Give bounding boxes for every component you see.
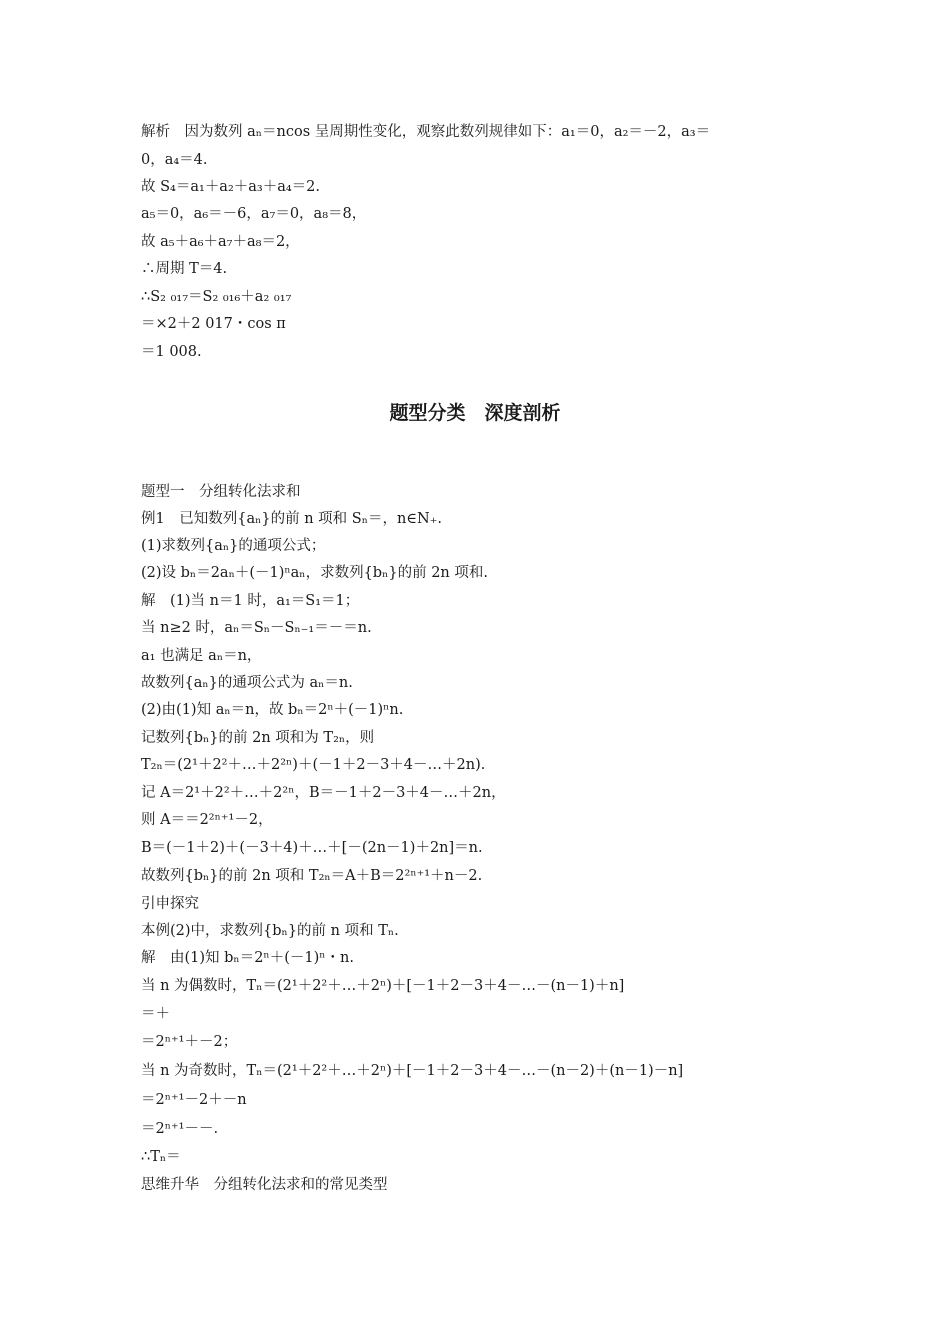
text-line: 引申探究 [141,896,199,912]
text-line: 解 (1)当 n＝1 时，a₁＝S₁＝1； [141,593,360,609]
text-line: 则 A＝＝2²ⁿ⁺¹－2， [141,812,273,828]
text-line: 思维升华 分组转化法求和的常见类型 [141,1177,388,1193]
solution-analysis-line: ＝×2＋2 017・cos π [141,316,286,332]
text-line: ＝2ⁿ⁺¹－－. [141,1121,219,1137]
text-line: 记 A＝2¹＋2²＋…＋2²ⁿ，B＝－1＋2－3＋4－…＋2n， [141,785,506,801]
solution-analysis-line: ＝1 008. [141,344,202,360]
section-heading: 题型分类 深度剖析 [389,402,561,424]
text-line: 故数列{bₙ}的前 2n 项和 T₂ₙ＝A＋B＝2²ⁿ⁺¹＋n－2. [141,868,483,884]
text-line: (2)由(1)知 aₙ＝n，故 bₙ＝2ⁿ＋(－1)ⁿn. [141,702,404,718]
solution-analysis-line: 0，a₄＝4. [141,152,208,168]
text-line: ＝2ⁿ⁺¹－2＋－n [141,1092,247,1108]
text-line: (2)设 bₙ＝2aₙ＋(－1)ⁿaₙ，求数列{bₙ}的前 2n 项和. [141,565,488,581]
text-line: 故数列{aₙ}的通项公式为 aₙ＝n. [141,675,353,691]
text-line: a₁ 也满足 aₙ＝n， [141,648,262,664]
text-line: 记数列{bₙ}的前 2n 项和为 T₂ₙ，则 [141,730,375,746]
solution-analysis-line: ∴周期 T＝4. [141,261,228,277]
text-line: 当 n≥2 时，aₙ＝Sₙ－Sₙ₋₁＝－＝n. [141,620,372,636]
text-line: 当 n 为奇数时，Tₙ＝(2¹＋2²＋…＋2ⁿ)＋[－1＋2－3＋4－…－(n－2)＋(n－1)－n] [141,1063,684,1079]
text-line: 例1 已知数列{aₙ}的前 n 项和 Sₙ＝，n∈N₊. [141,511,442,527]
text-line: T₂ₙ＝(2¹＋2²＋…＋2²ⁿ)＋(－1＋2－3＋4－…＋2n). [141,757,486,773]
text-line: 本例(2)中，求数列{bₙ}的前 n 项和 Tₙ. [141,923,399,939]
text-line: 解 由(1)知 bₙ＝2ⁿ＋(－1)ⁿ・n. [141,950,354,966]
solution-analysis-line: ∴S₂ ₀₁₇＝S₂ ₀₁₆＋a₂ ₀₁₇ [141,289,292,305]
solution-analysis-line: 故 S₄＝a₁＋a₂＋a₃＋a₄＝2. [141,179,321,195]
solution-analysis-line: 故 a₅＋a₆＋a₇＋a₈＝2， [141,234,300,250]
solution-analysis-line: 解析 因为数列 aₙ＝ncos 呈周期性变化，观察此数列规律如下：a₁＝0，a₂＝－2，a₃＝ [141,124,711,140]
text-line: ∴Tₙ＝ [141,1149,181,1165]
solution-analysis-line: a₅＝0，a₆＝－6，a₇＝0，a₈＝8， [141,206,367,222]
text-line: 当 n 为偶数时，Tₙ＝(2¹＋2²＋…＋2ⁿ)＋[－1＋2－3＋4－…－(n－1)＋n] [141,978,625,994]
text-line: ＝2ⁿ⁺¹＋－2； [141,1034,238,1050]
text-line: (1)求数列{aₙ}的通项公式； [141,538,326,554]
text-line: B＝(－1＋2)＋(－3＋4)＋…＋[－(2n－1)＋2n]＝n. [141,840,483,856]
text-line: 题型一 分组转化法求和 [141,484,301,500]
text-line: ＝＋ [141,1006,170,1022]
